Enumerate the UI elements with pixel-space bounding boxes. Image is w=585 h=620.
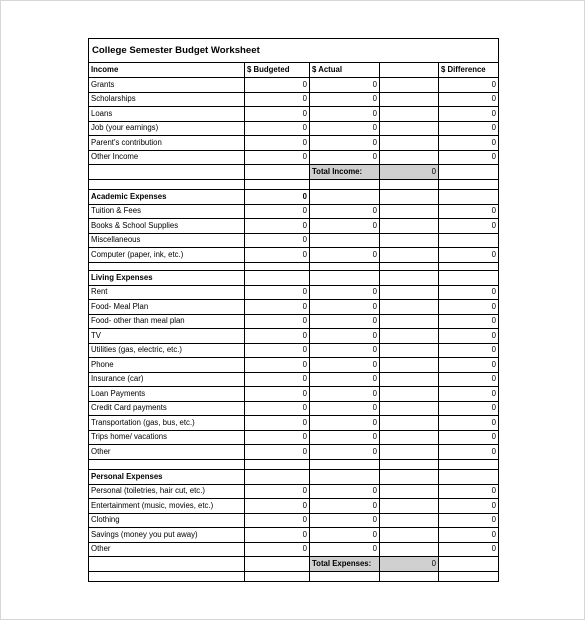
blank-cell [89,557,245,572]
budgeted-value: 0 [245,542,310,557]
budgeted-value: 0 [245,387,310,402]
difference-value: 0 [439,329,499,344]
table-row [89,233,499,248]
actual-value: 0 [310,136,380,151]
actual-value: 0 [310,387,380,402]
blank-cell [380,513,439,528]
actual-value [310,233,380,248]
actual-value: 0 [310,358,380,373]
actual-value: 0 [310,107,380,122]
difference-value: 0 [439,430,499,445]
budgeted-value: 0 [245,136,310,151]
actual-value: 0 [310,430,380,445]
actual-value: 0 [310,445,380,460]
budgeted-value: 0 [245,314,310,329]
row-label: Miscellaneous [89,233,245,248]
table-row [89,416,499,431]
blank-cell [380,484,439,499]
table-row [89,150,499,165]
row-label: Other [89,542,245,557]
actual-value: 0 [310,372,380,387]
budgeted-value: 0 [245,499,310,514]
actual-value: 0 [310,219,380,234]
budget-worksheet-table [88,38,499,582]
blank-cell [380,445,439,460]
budgeted-value: 0 [245,204,310,219]
table-row [89,329,499,344]
difference-value: 0 [439,314,499,329]
blank-cell [380,343,439,358]
budgeted-value: 0 [245,513,310,528]
budgeted-value: 0 [245,416,310,431]
table-row [89,136,499,151]
table-row [89,445,499,460]
difference-value: 0 [439,358,499,373]
blank-cell [380,136,439,151]
row-label: Loan Payments [89,387,245,402]
blank-cell [380,542,439,557]
row-label: TV [89,329,245,344]
blank-cell [380,92,439,107]
difference-value: 0 [439,416,499,431]
blank-cell [380,300,439,315]
table-row [89,372,499,387]
actual-value: 0 [310,248,380,263]
actual-value: 0 [310,484,380,499]
table-row [89,219,499,234]
blank-cell [380,387,439,402]
blank-cell [380,121,439,136]
row-label: Computer (paper, ink, etc.) [89,248,245,263]
row-label: Personal (toiletries, hair cut, etc.) [89,484,245,499]
table-row [89,484,499,499]
row-label: Other Income [89,150,245,165]
section-heading: Living Expenses [89,270,245,285]
worksheet-title: College Semester Budget Worksheet [89,39,499,63]
blank-cell [380,528,439,543]
blank-cell [380,150,439,165]
actual-value: 0 [310,92,380,107]
blank-cell [380,401,439,416]
budgeted-value: 0 [245,285,310,300]
table-row [89,285,499,300]
table-row [89,107,499,122]
actual-value: 0 [310,401,380,416]
table-row [89,92,499,107]
row-label: Credit Card payments [89,401,245,416]
section-heading: Personal Expenses [89,469,245,484]
blank-cell [439,165,499,180]
row-label: Trips home/ vacations [89,430,245,445]
budgeted-value: 0 [245,92,310,107]
blank-cell [380,285,439,300]
total-income-value: 0 [380,165,439,180]
row-label: Rent [89,285,245,300]
header-actual: $ Actual [310,63,380,78]
table-row [89,343,499,358]
blank-cell [245,557,310,572]
budgeted-value: 0 [245,107,310,122]
difference-value: 0 [439,107,499,122]
difference-value: 0 [439,248,499,263]
difference-value: 0 [439,401,499,416]
row-label: Loans [89,107,245,122]
row-label: Job (your earnings) [89,121,245,136]
difference-value: 0 [439,121,499,136]
blank-cell [380,416,439,431]
row-label: Utilities (gas, electric, etc.) [89,343,245,358]
difference-value: 0 [439,513,499,528]
header-difference: $ Difference [439,63,499,78]
table-row [89,300,499,315]
header-income: Income [89,63,245,78]
actual-value: 0 [310,300,380,315]
blank-cell [380,372,439,387]
difference-value: 0 [439,542,499,557]
budgeted-value: 0 [245,445,310,460]
budgeted-value: 0 [245,248,310,263]
budgeted-value: 0 [245,329,310,344]
actual-value: 0 [310,150,380,165]
blank-cell [380,499,439,514]
difference-value: 0 [439,528,499,543]
actual-value: 0 [310,314,380,329]
header-blank [380,63,439,78]
actual-value: 0 [310,204,380,219]
blank-cell [380,107,439,122]
row-label: Parent's contribution [89,136,245,151]
budgeted-value: 0 [245,528,310,543]
difference-value: 0 [439,300,499,315]
row-label: Books & School Supplies [89,219,245,234]
budgeted-value: 0 [245,121,310,136]
blank-cell [380,329,439,344]
row-label: Scholarships [89,92,245,107]
row-label: Food- other than meal plan [89,314,245,329]
budgeted-value: 0 [245,150,310,165]
budgeted-value: 0 [245,358,310,373]
blank-cell [439,557,499,572]
blank-row [89,262,499,270]
difference-value: 0 [439,343,499,358]
section-academic-expenses [89,189,499,204]
table-row [89,204,499,219]
table-row [89,121,499,136]
blank-cell [380,358,439,373]
actual-value: 0 [310,513,380,528]
difference-value: 0 [439,204,499,219]
blank-cell [380,219,439,234]
budgeted-value: 0 [245,484,310,499]
row-label: Transportation (gas, bus, etc.) [89,416,245,431]
table-row [89,513,499,528]
table-row [89,499,499,514]
row-label: Phone [89,358,245,373]
blank-row [89,571,499,581]
row-label: Insurance (car) [89,372,245,387]
table-row [89,78,499,93]
difference-value: 0 [439,136,499,151]
actual-value: 0 [310,416,380,431]
budgeted-value: 0 [245,300,310,315]
section-living-expenses [89,270,499,285]
row-label: Tuition & Fees [89,204,245,219]
actual-value: 0 [310,78,380,93]
row-label: Other [89,445,245,460]
actual-value: 0 [310,121,380,136]
budgeted-value: 0 [245,219,310,234]
actual-value: 0 [310,285,380,300]
blank-cell [380,233,439,248]
row-label: Grants [89,78,245,93]
budgeted-value: 0 [245,189,310,204]
budgeted-value: 0 [245,78,310,93]
section-personal-expenses [89,469,499,484]
difference-value [439,233,499,248]
column-header-row [89,63,499,78]
table-row [89,248,499,263]
table-row [89,401,499,416]
difference-value: 0 [439,387,499,402]
actual-value: 0 [310,499,380,514]
total-income-label: Total Income: [310,165,380,180]
row-label: Savings (money you put away) [89,528,245,543]
difference-value: 0 [439,285,499,300]
blank-cell [245,165,310,180]
actual-value: 0 [310,542,380,557]
budgeted-value: 0 [245,430,310,445]
budgeted-value: 0 [245,343,310,358]
total-income-row [89,165,499,180]
difference-value: 0 [439,92,499,107]
blank-cell [380,248,439,263]
section-heading: Academic Expenses [89,189,245,204]
difference-value: 0 [439,445,499,460]
budgeted-value: 0 [245,233,310,248]
row-label: Entertainment (music, movies, etc.) [89,499,245,514]
blank-cell [380,314,439,329]
blank-row [89,459,499,469]
budgeted-value: 0 [245,401,310,416]
actual-value: 0 [310,528,380,543]
table-row [89,314,499,329]
blank-cell [380,204,439,219]
total-expenses-row [89,557,499,572]
actual-value: 0 [310,329,380,344]
blank-row [89,179,499,189]
table-row [89,387,499,402]
blank-cell [380,78,439,93]
table-row [89,542,499,557]
row-label: Food- Meal Plan [89,300,245,315]
blank-cell [380,430,439,445]
header-budgeted: $ Budgeted [245,63,310,78]
difference-value: 0 [439,484,499,499]
difference-value: 0 [439,150,499,165]
actual-value: 0 [310,343,380,358]
table-row [89,528,499,543]
difference-value: 0 [439,78,499,93]
difference-value: 0 [439,219,499,234]
blank-cell [89,165,245,180]
difference-value: 0 [439,499,499,514]
total-expenses-label: Total Expenses: [310,557,380,572]
difference-value: 0 [439,372,499,387]
row-label: Clothing [89,513,245,528]
table-row [89,430,499,445]
budgeted-value: 0 [245,372,310,387]
total-expenses-value: 0 [380,557,439,572]
table-row [89,358,499,373]
